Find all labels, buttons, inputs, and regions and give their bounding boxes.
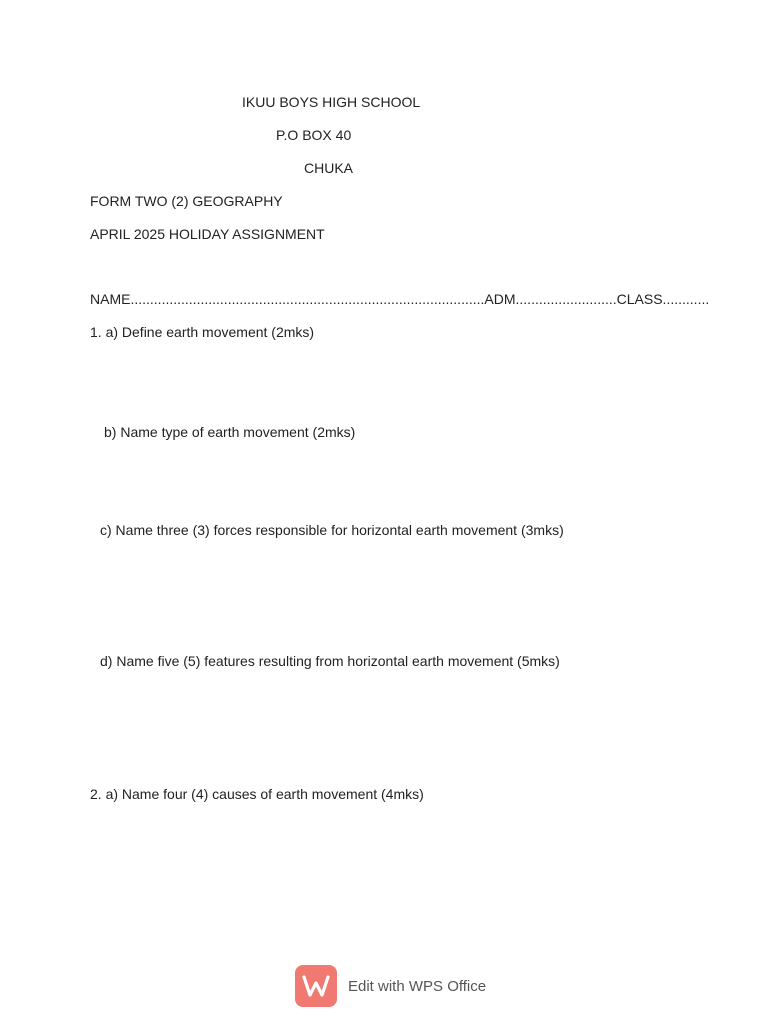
school-po-box: P.O BOX 40 <box>276 127 352 143</box>
assignment-title: APRIL 2025 HOLIDAY ASSIGNMENT <box>90 226 325 242</box>
question-1c: c) Name three (3) forces responsible for horizontal earth movement (3mks) <box>100 522 564 538</box>
question-2a: 2. a) Name four (4) causes of earth movement (4mks) <box>90 786 424 802</box>
school-town: CHUKA <box>304 160 354 176</box>
student-info-line: NAME...........................................................................................ADM..........................CLASS............ <box>90 291 710 307</box>
question-1a: 1. a) Define earth movement (2mks) <box>90 324 315 340</box>
edit-with-wps-label[interactable]: Edit with WPS Office <box>348 977 487 995</box>
question-1b: b) Name type of earth movement (2mks) <box>104 424 356 440</box>
school-name: IKUU BOYS HIGH SCHOOL <box>242 94 421 110</box>
subject-title: FORM TWO (2) GEOGRAPHY <box>90 193 283 209</box>
edit-with-wps-banner[interactable] <box>295 965 486 1007</box>
wps-office-logo-icon[interactable] <box>295 965 337 1007</box>
question-1d: d) Name five (5) features resulting from horizontal earth movement (5mks) <box>100 653 560 669</box>
wps-w-glyph-icon <box>301 974 331 998</box>
